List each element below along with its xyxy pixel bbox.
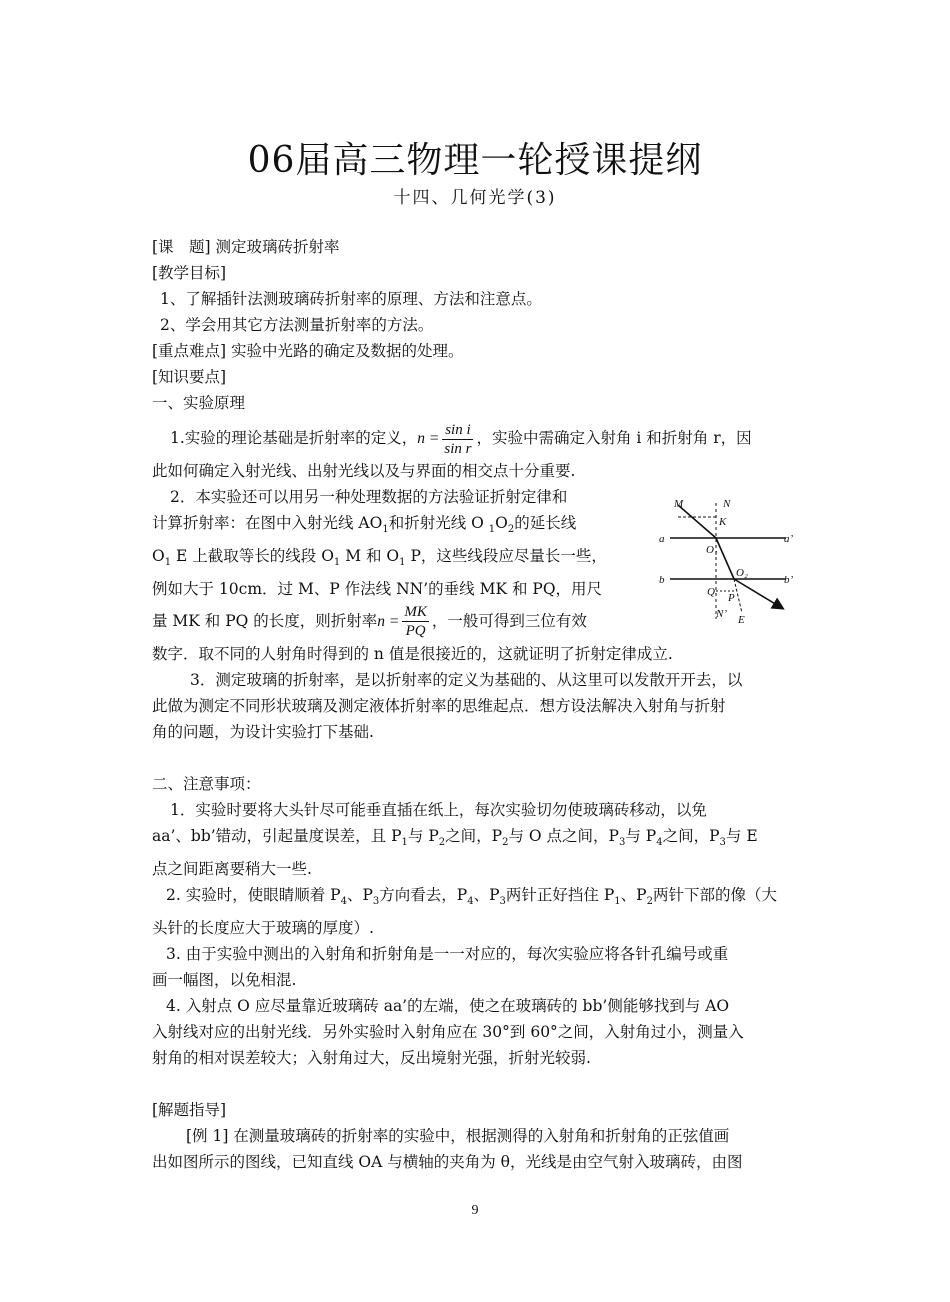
example-1-line-2: 出如图所示的图线，已知直线 OA 与横轴的夹角为 θ，光线是由空气射入玻璃砖，由图 [152,1152,743,1171]
formula-n: n = [417,430,440,447]
label-b: b [659,574,665,586]
note-1-line-2: aa’、bb’错动，引起量度误差，且 $P_1$与 $P_2$之间，$P_2$与 O 点之间，$P_3$与 $P_4$之间，$P_3$与 E [152,826,758,848]
label-a-prime: a’ [784,533,794,545]
label-a: a [659,533,665,545]
mk-pq-formula: $\frac{MK}{PQ}$ [404,604,427,640]
page-number: 9 [471,1203,479,1218]
principle-3-line-3: 角的问题，为设计实验打下基础. [152,722,374,741]
refracted-ray [716,538,734,579]
knowledge-heading: [知识要点] [152,368,227,386]
section-2-heading: 二、注意事项： [152,774,261,793]
note-3-line-2: 画一幅图，以免相混. [152,970,297,989]
principle-2-line-6: 数字．取不同的人射角时得到的 n 值是很接近的，这就证明了折射定律成立. [152,644,673,663]
goals-heading: [教学目标] [152,264,227,282]
document-body [152,234,800,1175]
label-k: K [719,516,727,528]
label-o1: O₁ [706,544,718,556]
extension-o2e [734,579,742,613]
note-4-line-1: 4. 入射点 O 应尽量靠近玻璃砖 aa’的左端，使之在玻璃砖的 bb’侧能够找到与 AO [166,996,730,1015]
label-e: E [738,614,745,626]
label-n-prime: N’ [716,608,727,620]
note-3-line-1: 3. 由于实验中测出的入射角和折射角是一一对应的，每次实验应将各针孔编号或重 [166,944,729,963]
principle-2-line-2: 计算折射率：在图中入射光线 $AO_1$和折射光线 O $_1O_2$的延长线 [152,513,577,535]
note-4-line-3: 射角的相对误差较大；入射角过大，反出境射光强，折射光较弱. [152,1048,591,1067]
example-1-line-1: [例 1] 在测量玻璃砖的折射率的实验中，根据测得的入射角和折射角的正弦值画 [186,1126,730,1145]
label-o2: O₂ [736,567,748,579]
principle-2-line-1: 2．本实验还可以用另一种处理数据的方法验证折射定律和 [170,487,568,506]
principle-1-line-1: 1.实验的理论基础是折射率的定义，n = $\frac{\text{sin i}}{\text{sin r}}$ ，实验中需确定入射角 i 和折射角 r，因 [170,421,752,457]
note-1-line-3: 点之间距离要稍大一些. [152,859,312,878]
key-points-line: [重点难点] 实验中光路的确定及数据的处理。 [152,342,464,360]
label-p: P [728,592,735,604]
label-m: M [674,498,684,510]
principle-2-line-3: $O_1$ E 上截取等长的线段 $O_1$ M 和 $O_1$ P，这些线段应尽量长一些， [152,546,607,568]
section-1-heading: 一、实验原理 [152,394,246,412]
refraction-diagram [656,495,800,631]
principle-2-line-5: 量 MK 和 PQ 的长度，则折射率n = $\frac{MK}{PQ}$ ，一般可得到三位有效 [152,604,587,640]
principle-3-line-2: 此做为测定不同形状玻璃及测定液体折射率的思维起点．想方设法解决入射角与折射 [152,696,726,715]
principle-3-line-1: 3．测定玻璃的折射率，是以折射率的定义为基础的、从这里可以发散开开去，以 [190,670,743,689]
page-subtitle: 十四、几何光学(3) [393,188,557,208]
note-1-line-1: 1．实验时要将大头针尽可能垂直插在纸上，每次实验切勿使玻璃砖移动，以免 [170,800,707,819]
principle-2-line-4: 例如大于 10cm．过 M、P 作法线 NN’的垂线 MK 和 PQ，用尺 [152,579,603,598]
goal-1: 1、了解插针法测玻璃砖折射率的原理、方法和注意点。 [160,290,542,308]
principle-1-line-2: 此如何确定入射光线、出射光线以及与界面的相交点十分重要. [152,461,576,480]
label-q: Q [707,586,715,598]
note-4-line-2: 入射线对应的出射光线．另外实验时入射角应在 30°到 60°之间，入射角过小，测量入 [152,1022,744,1041]
topic-line: [课 题] 测定玻璃砖折射率 [152,238,340,256]
goal-2: 2、学会用其它方法测量折射率的方法。 [160,316,434,334]
refraction-index-formula: $\frac{\text{sin i}}{\text{sin r}}$ [444,421,472,457]
guide-heading: [解题指导] [152,1100,227,1119]
note-2-line-1: 2. 实验时，使眼睛顺着 $P_4$、$P_3$方向看去，$P_4$、$P_3$两针正好挡住 $P_1$、$P_2$两针下部的像（大 [166,885,777,907]
label-b-prime: b’ [784,574,794,586]
note-2-line-2: 头针的长度应大于玻璃的厚度）. [152,918,374,937]
label-n: N [723,498,731,510]
incident-ray [678,505,716,538]
page-title: 06届高三物理一轮授课提纲 [247,140,703,181]
emergent-ray [734,579,782,608]
principle-2-block [152,484,644,641]
